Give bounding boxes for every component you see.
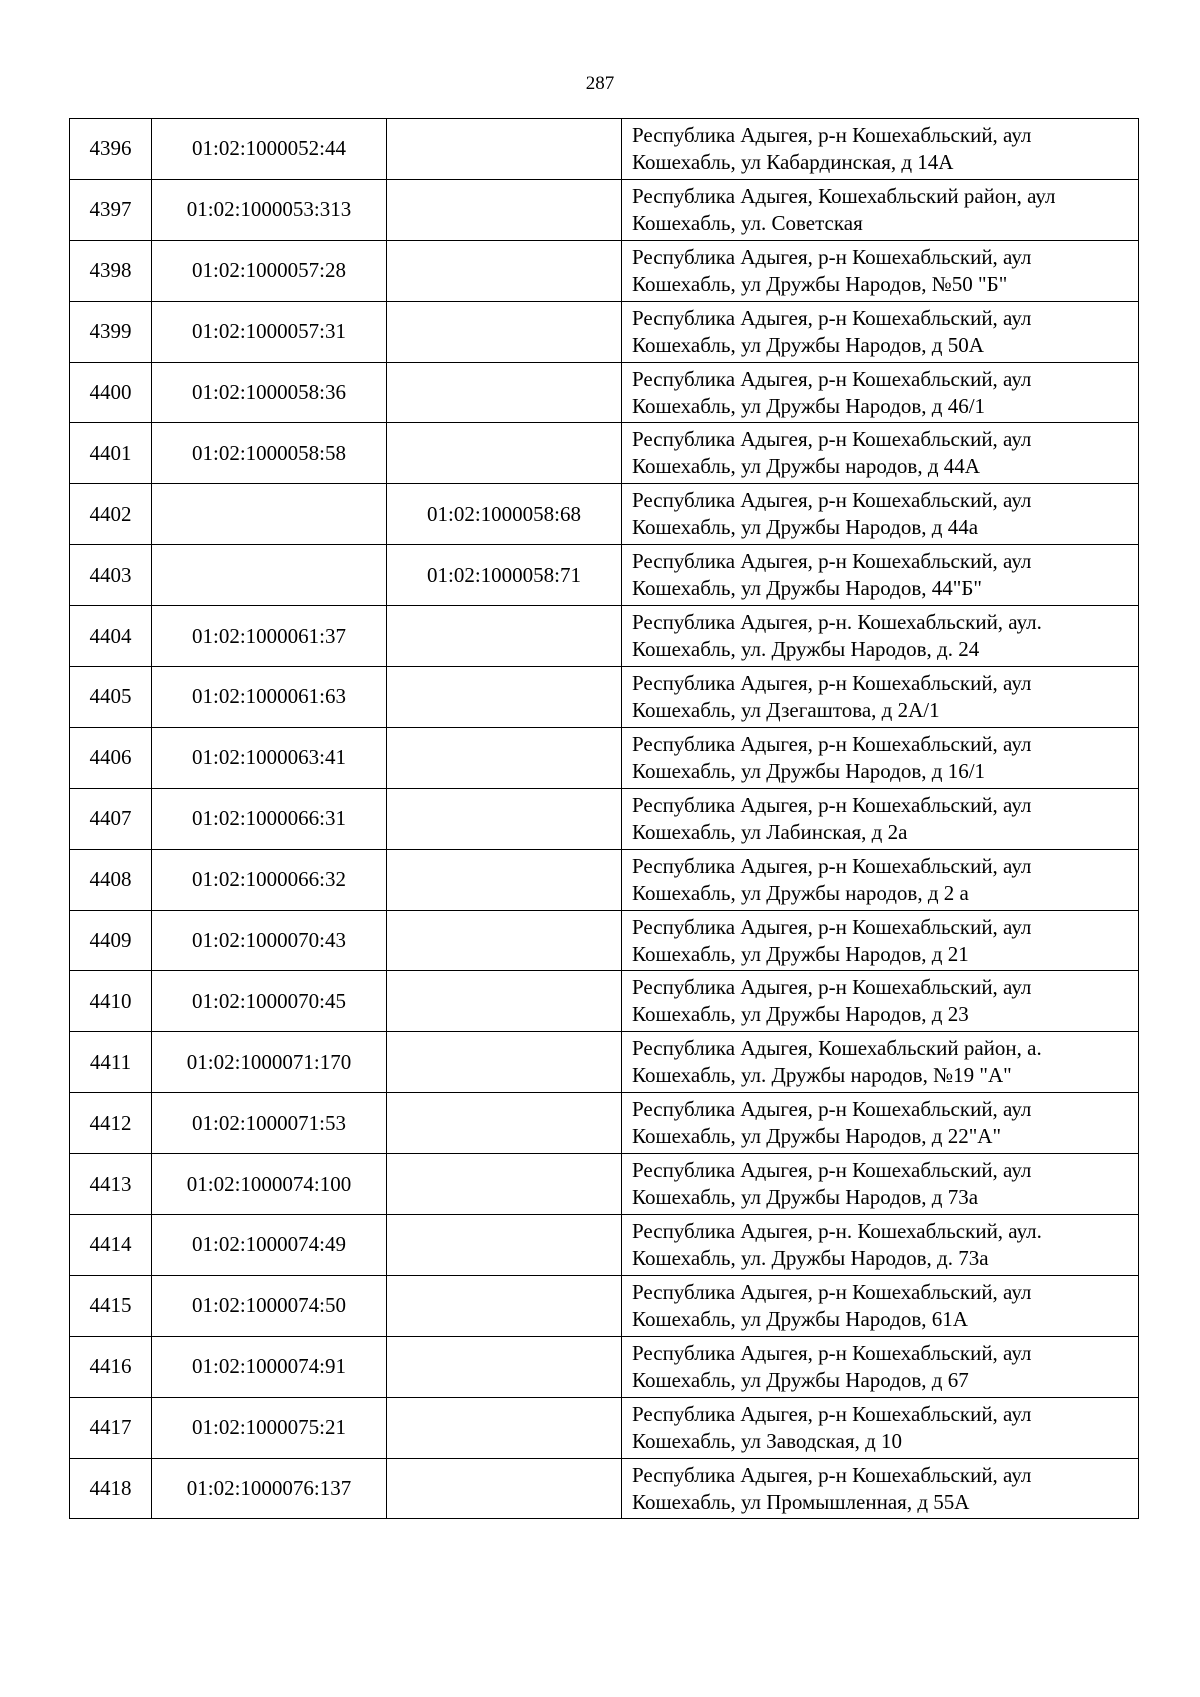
address-line-1: Республика Адыгея, р-н. Кошехабльский, аул. [632,1218,1042,1243]
cadastral-number-cell: 01:02:1000074:49 [152,1215,387,1276]
address-line-1: Республика Адыгея, р-н Кошехабльский, аул [632,670,1032,695]
address-line-2: Кошехабль, ул Дружбы Народов, д 21 [632,941,969,966]
cadastral-number-cell: 01:02:1000066:31 [152,788,387,849]
related-cadastral-number-cell [387,1336,622,1397]
related-cadastral-number-cell [387,1154,622,1215]
address-line-1: Республика Адыгея, р-н Кошехабльский, аул [632,549,1032,574]
row-number-cell: 4401 [70,423,152,484]
related-cadastral-number-cell [387,240,622,301]
cadastral-number-cell: 01:02:1000057:31 [152,301,387,362]
related-cadastral-number-cell [387,667,622,728]
address-line-2: Кошехабль, ул Дружбы народов, д 2 а [632,880,969,905]
table-row [70,910,1139,971]
address-line-1: Республика Адыгея, р-н Кошехабльский, аул [632,1097,1032,1122]
address-line-2: Кошехабль, ул Промышленная, д 55А [632,1489,970,1514]
address-line-1: Республика Адыгея, р-н Кошехабльский, аул [632,731,1032,756]
table-row [70,240,1139,301]
row-number-cell: 4410 [70,971,152,1032]
related-cadastral-number-cell [387,910,622,971]
cadastral-number-cell: 01:02:1000063:41 [152,727,387,788]
cadastral-number-cell: 01:02:1000061:63 [152,667,387,728]
cadastral-number-cell: 01:02:1000071:170 [152,1032,387,1093]
address-line-1: Республика Адыгея, р-н Кошехабльский, аул [632,1279,1032,1304]
row-number-cell: 4418 [70,1458,152,1519]
related-cadastral-number-cell: 01:02:1000058:68 [387,484,622,545]
address-line-2: Кошехабль, ул Дружбы Народов, д 73а [632,1185,979,1210]
address-cell [622,1032,1139,1093]
related-cadastral-number-cell [387,1275,622,1336]
row-number-cell: 4415 [70,1275,152,1336]
row-number-cell: 4396 [70,119,152,180]
table-row [70,971,1139,1032]
table-row [70,849,1139,910]
cadastral-number-cell: 01:02:1000053:313 [152,179,387,240]
address-line-1: Республика Адыгея, р-н. Кошехабльский, аул. [632,610,1042,635]
address-line-1: Республика Адыгея, р-н Кошехабльский, аул [632,1340,1032,1365]
related-cadastral-number-cell [387,423,622,484]
related-cadastral-number-cell [387,1215,622,1276]
table-row [70,1215,1139,1276]
address-cell [622,1458,1139,1519]
cadastral-number-cell: 01:02:1000070:45 [152,971,387,1032]
address-cell [622,1336,1139,1397]
address-line-2: Кошехабль, ул Дружбы Народов, д 23 [632,1002,969,1027]
row-number-cell: 4397 [70,179,152,240]
address-line-2: Кошехабль, ул Дзегаштова, д 2А/1 [632,697,940,722]
address-line-1: Республика Адыгея, р-н Кошехабльский, аул [632,914,1032,939]
address-line-2: Кошехабль, ул Лабинская, д 2а [632,819,908,844]
address-line-1: Республика Адыгея, р-н Кошехабльский, аул [632,366,1032,391]
related-cadastral-number-cell [387,1093,622,1154]
related-cadastral-number-cell [387,301,622,362]
related-cadastral-number-cell [387,1458,622,1519]
address-line-1: Республика Адыгея, р-н Кошехабльский, аул [632,427,1032,452]
related-cadastral-number-cell [387,179,622,240]
address-line-2: Кошехабль, ул Дружбы Народов, д 50А [632,332,984,357]
row-number-cell: 4407 [70,788,152,849]
cadastral-number-cell: 01:02:1000061:37 [152,606,387,667]
address-cell [622,1154,1139,1215]
cadastral-number-cell: 01:02:1000074:91 [152,1336,387,1397]
row-number-cell: 4413 [70,1154,152,1215]
related-cadastral-number-cell [387,788,622,849]
cadastral-number-cell: 01:02:1000066:32 [152,849,387,910]
row-number-cell: 4399 [70,301,152,362]
row-number-cell: 4416 [70,1336,152,1397]
address-cell [622,1093,1139,1154]
address-cell [622,240,1139,301]
row-number-cell: 4398 [70,240,152,301]
related-cadastral-number-cell [387,119,622,180]
cadastral-number-cell: 01:02:1000075:21 [152,1397,387,1458]
address-line-2: Кошехабль, ул Дружбы Народов, 44"Б" [632,576,982,601]
address-cell [622,971,1139,1032]
address-line-1: Республика Адыгея, р-н Кошехабльский, аул [632,244,1032,269]
cadastral-number-cell: 01:02:1000074:50 [152,1275,387,1336]
table-row [70,606,1139,667]
address-cell [622,484,1139,545]
cadastral-number-cell: 01:02:1000076:137 [152,1458,387,1519]
address-line-2: Кошехабль, ул Дружбы Народов, д 46/1 [632,393,986,418]
row-number-cell: 4408 [70,849,152,910]
address-line-1: Республика Адыгея, р-н Кошехабльский, аул [632,853,1032,878]
cadastral-number-cell: 01:02:1000052:44 [152,119,387,180]
cadastral-number-cell: 01:02:1000058:36 [152,362,387,423]
address-cell [622,545,1139,606]
row-number-cell: 4409 [70,910,152,971]
table-row [70,1458,1139,1519]
registry-table [69,118,1139,1519]
row-number-cell: 4404 [70,606,152,667]
address-line-1: Республика Адыгея, р-н Кошехабльский, аул [632,488,1032,513]
row-number-cell: 4406 [70,727,152,788]
address-cell [622,1397,1139,1458]
cadastral-number-cell: 01:02:1000057:28 [152,240,387,301]
cadastral-number-cell: 01:02:1000071:53 [152,1093,387,1154]
row-number-cell: 4400 [70,362,152,423]
table-row [70,119,1139,180]
cadastral-number-cell: 01:02:1000074:100 [152,1154,387,1215]
address-line-2: Кошехабль, ул. Советская [632,210,863,235]
address-cell [622,1215,1139,1276]
related-cadastral-number-cell: 01:02:1000058:71 [387,545,622,606]
table-row [70,667,1139,728]
table-row [70,179,1139,240]
address-line-2: Кошехабль, ул Дружбы Народов, №50 "Б" [632,271,1008,296]
address-line-1: Республика Адыгея, р-н Кошехабльский, аул [632,1462,1032,1487]
row-number-cell: 4402 [70,484,152,545]
address-line-2: Кошехабль, ул. Дружбы Народов, д. 24 [632,637,980,662]
table-row [70,1275,1139,1336]
address-cell [622,119,1139,180]
address-line-2: Кошехабль, ул Дружбы Народов, 61А [632,1306,968,1331]
table-row [70,1397,1139,1458]
address-cell [622,606,1139,667]
address-line-1: Республика Адыгея, р-н Кошехабльский, аул [632,975,1032,1000]
related-cadastral-number-cell [387,849,622,910]
address-line-1: Республика Адыгея, р-н Кошехабльский, аул [632,1158,1032,1183]
table-row [70,1154,1139,1215]
registry-table-body [70,119,1139,1519]
address-cell [622,910,1139,971]
address-line-2: Кошехабль, ул Кабардинская, д 14А [632,149,954,174]
address-line-2: Кошехабль, ул Дружбы Народов, д 16/1 [632,758,986,783]
cadastral-number-cell: 01:02:1000058:58 [152,423,387,484]
address-cell [622,301,1139,362]
address-line-2: Кошехабль, ул Заводская, д 10 [632,1428,903,1453]
cadastral-number-cell: 01:02:1000070:43 [152,910,387,971]
related-cadastral-number-cell [387,1397,622,1458]
table-row [70,1336,1139,1397]
address-line-2: Кошехабль, ул Дружбы Народов, д 67 [632,1367,969,1392]
related-cadastral-number-cell [387,727,622,788]
cadastral-number-cell [152,545,387,606]
address-line-2: Кошехабль, ул Дружбы Народов, д 44а [632,515,979,540]
address-cell [622,362,1139,423]
table-row [70,301,1139,362]
table-row [70,362,1139,423]
related-cadastral-number-cell [387,971,622,1032]
address-cell [622,423,1139,484]
row-number-cell: 4411 [70,1032,152,1093]
row-number-cell: 4403 [70,545,152,606]
row-number-cell: 4417 [70,1397,152,1458]
row-number-cell: 4405 [70,667,152,728]
row-number-cell: 4414 [70,1215,152,1276]
address-line-1: Республика Адыгея, р-н Кошехабльский, аул [632,305,1032,330]
table-row [70,545,1139,606]
address-cell [622,1275,1139,1336]
address-line-2: Кошехабль, ул. Дружбы народов, №19 "А" [632,1063,1012,1088]
address-line-2: Кошехабль, ул Дружбы Народов, д 22"А" [632,1124,1002,1149]
page-number: 287 [585,73,615,94]
table-row [70,484,1139,545]
table-row [70,1032,1139,1093]
address-cell [622,727,1139,788]
table-row [70,1093,1139,1154]
related-cadastral-number-cell [387,606,622,667]
address-cell [622,179,1139,240]
row-number-cell: 4412 [70,1093,152,1154]
table-row [70,788,1139,849]
address-line-1: Республика Адыгея, р-н Кошехабльский, аул [632,792,1032,817]
address-line-1: Республика Адыгея, Кошехабльский район, аул [632,183,1056,208]
address-cell [622,849,1139,910]
cadastral-number-cell [152,484,387,545]
address-line-1: Республика Адыгея, р-н Кошехабльский, аул [632,122,1032,147]
table-row [70,423,1139,484]
table-row [70,727,1139,788]
address-cell [622,667,1139,728]
address-line-1: Республика Адыгея, р-н Кошехабльский, аул [632,1401,1032,1426]
address-line-2: Кошехабль, ул. Дружбы Народов, д. 73а [632,1245,989,1270]
address-cell [622,788,1139,849]
related-cadastral-number-cell [387,1032,622,1093]
address-line-1: Республика Адыгея, Кошехабльский район, а. [632,1036,1042,1061]
related-cadastral-number-cell [387,362,622,423]
address-line-2: Кошехабль, ул Дружбы народов, д 44А [632,454,980,479]
